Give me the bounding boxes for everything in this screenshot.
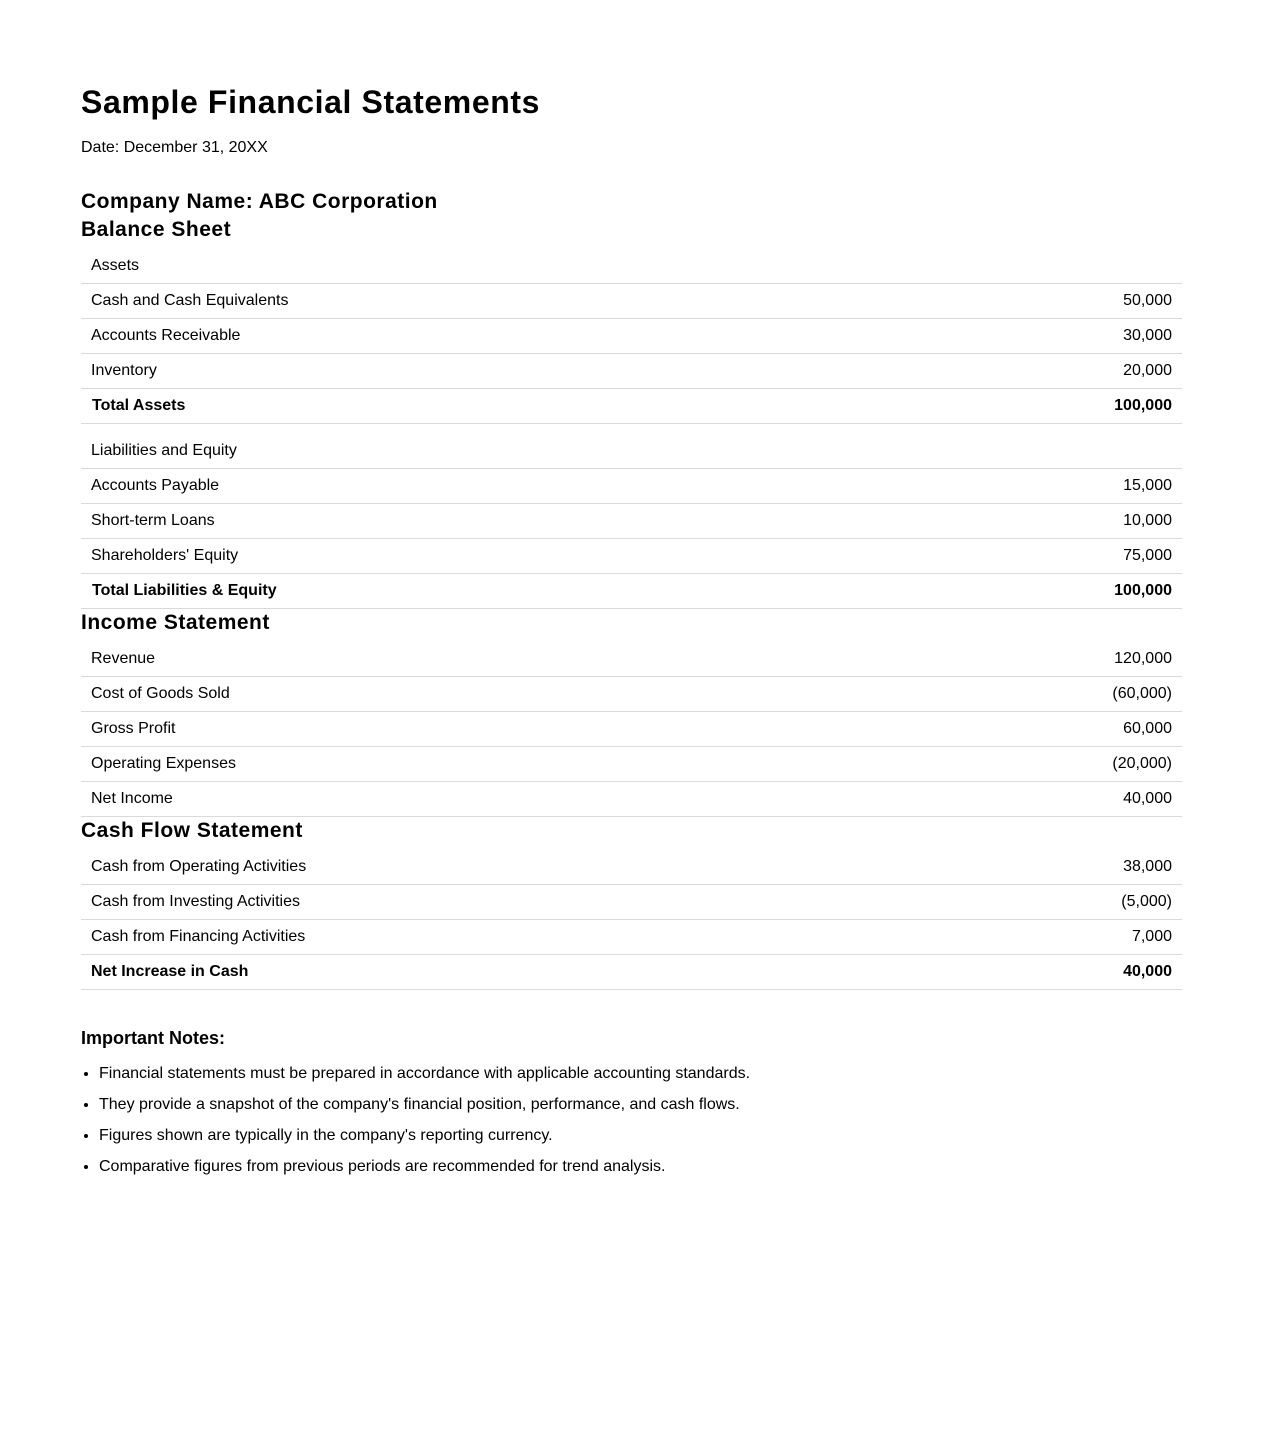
table-row bbox=[81, 504, 1182, 539]
row-label: Revenue bbox=[81, 642, 824, 677]
table-row bbox=[81, 885, 1182, 920]
assets-header: Assets bbox=[81, 249, 892, 284]
document-page bbox=[81, 0, 1182, 1177]
row-value: 60,000 bbox=[824, 712, 1182, 747]
income-statement-table bbox=[81, 642, 1182, 817]
table-row bbox=[81, 249, 1182, 284]
total-assets-row bbox=[81, 389, 1182, 424]
table-row bbox=[81, 539, 1182, 574]
statement-date: Date: December 31, 20XX bbox=[81, 139, 268, 156]
table-row bbox=[81, 920, 1182, 955]
row-label: Cash from Investing Activities bbox=[81, 885, 928, 920]
net-increase-row bbox=[81, 955, 1182, 990]
table-row bbox=[81, 642, 1182, 677]
row-value: 38,000 bbox=[928, 850, 1182, 885]
balance-sheet-table bbox=[81, 249, 1182, 609]
row-label: Accounts Payable bbox=[81, 469, 892, 504]
table-row bbox=[81, 712, 1182, 747]
row-label: Cost of Goods Sold bbox=[81, 677, 824, 712]
list-item: • Figures shown are typically in the company's reporting currency. bbox=[99, 1126, 1182, 1146]
row-value: (60,000) bbox=[824, 677, 1182, 712]
row-value: 120,000 bbox=[824, 642, 1182, 677]
notes-list bbox=[81, 1064, 1182, 1177]
list-item: • They provide a snapshot of the company's financial position, performance, and cash flows. bbox=[99, 1095, 1182, 1115]
table-row bbox=[81, 284, 1182, 319]
table-row bbox=[81, 434, 1182, 469]
row-value: 75,000 bbox=[892, 539, 1182, 574]
row-label: Net Income bbox=[81, 782, 824, 817]
table-row bbox=[81, 850, 1182, 885]
balance-sheet-heading: Balance Sheet bbox=[81, 218, 232, 241]
total-label: Net Increase in Cash bbox=[81, 955, 928, 990]
total-label: Total Assets bbox=[81, 389, 892, 424]
row-label: Short-term Loans bbox=[81, 504, 892, 539]
total-label: Total Liabilities & Equity bbox=[81, 574, 892, 609]
row-value: 7,000 bbox=[928, 920, 1182, 955]
row-value: 15,000 bbox=[892, 469, 1182, 504]
cash-flow-heading: Cash Flow Statement bbox=[81, 819, 303, 842]
list-item: • Comparative figures from previous periods are recommended for trend analysis. bbox=[99, 1157, 1182, 1177]
row-label: Shareholders' Equity bbox=[81, 539, 892, 574]
cash-flow-table bbox=[81, 850, 1182, 990]
table-row bbox=[81, 319, 1182, 354]
row-value: 40,000 bbox=[824, 782, 1182, 817]
row-value: (5,000) bbox=[928, 885, 1182, 920]
row-label: Accounts Receivable bbox=[81, 319, 892, 354]
row-label: Inventory bbox=[81, 354, 892, 389]
row-label: Cash from Operating Activities bbox=[81, 850, 928, 885]
company-name: Company Name: ABC Corporation bbox=[81, 190, 438, 213]
table-row bbox=[81, 747, 1182, 782]
total-value: 100,000 bbox=[892, 389, 1182, 424]
table-row bbox=[81, 469, 1182, 504]
list-item: • Financial statements must be prepared in accordance with applicable accounting standards. bbox=[99, 1064, 1182, 1084]
row-label: Cash and Cash Equivalents bbox=[81, 284, 892, 319]
row-value: 30,000 bbox=[892, 319, 1182, 354]
table-row bbox=[81, 782, 1182, 817]
notes-heading: Important Notes: bbox=[81, 1028, 225, 1048]
row-label: Operating Expenses bbox=[81, 747, 824, 782]
row-label: Gross Profit bbox=[81, 712, 824, 747]
income-statement-heading: Income Statement bbox=[81, 611, 270, 634]
total-liabilities-row bbox=[81, 574, 1182, 609]
table-row bbox=[81, 677, 1182, 712]
row-value: 50,000 bbox=[892, 284, 1182, 319]
page-title: Sample Financial Statements bbox=[81, 84, 541, 120]
total-value: 100,000 bbox=[892, 574, 1182, 609]
row-value: 20,000 bbox=[892, 354, 1182, 389]
row-value: (20,000) bbox=[824, 747, 1182, 782]
total-value: 40,000 bbox=[928, 955, 1182, 990]
row-label: Cash from Financing Activities bbox=[81, 920, 928, 955]
row-value: 10,000 bbox=[892, 504, 1182, 539]
liabilities-header: Liabilities and Equity bbox=[81, 434, 892, 469]
table-row bbox=[81, 354, 1182, 389]
